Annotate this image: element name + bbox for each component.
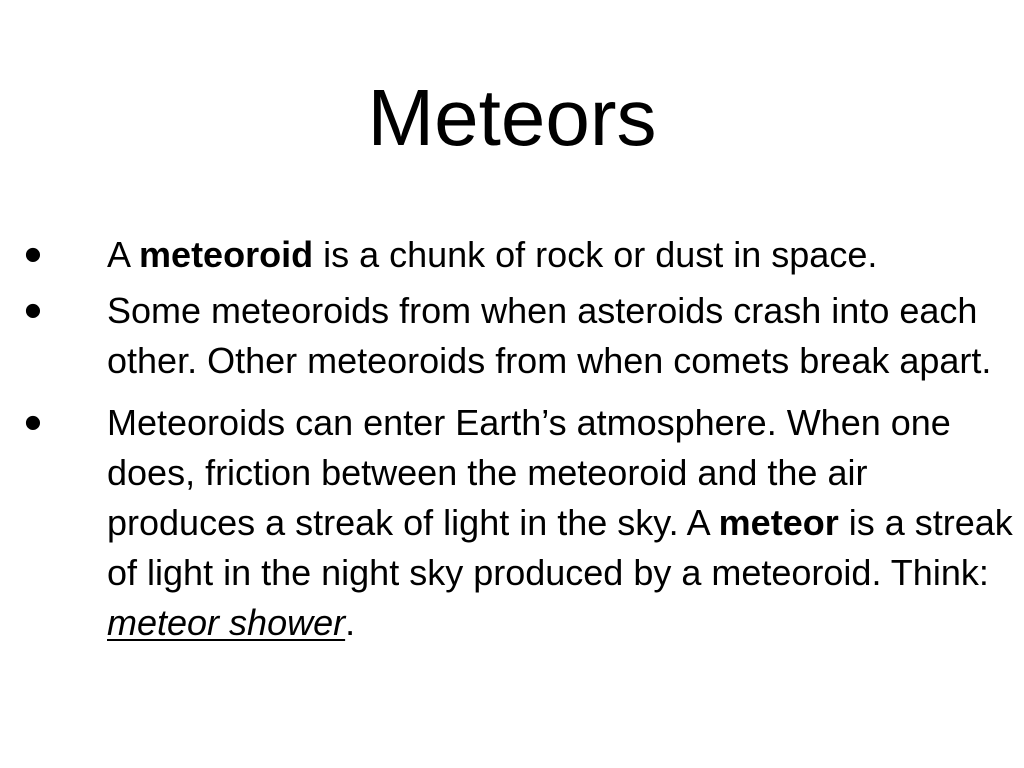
bullet-text xyxy=(107,234,877,275)
bullet-dot-icon: • xyxy=(23,226,43,284)
slide-title: Meteors xyxy=(367,73,657,162)
bullet-dot-icon: • xyxy=(23,282,43,340)
bullet-list xyxy=(0,226,1024,656)
text-run: Meteoroids can enter Earth’s atmosphere. When one does, friction between the meteoroid and the air produces a streak of light in the sky. A xyxy=(107,402,951,543)
bullet-item-meteoroid-definition xyxy=(0,226,1024,284)
bullet-item-meteoroid-origins xyxy=(0,282,1024,386)
term-meteoroid: meteoroid xyxy=(139,234,314,275)
bullet-item-meteor-definition xyxy=(0,394,1024,648)
bullet-text xyxy=(107,402,1013,643)
bullet-text: Some meteoroids from when asteroids crash into each other. Other meteoroids from when comets break apart. xyxy=(107,290,992,381)
term-meteor: meteor xyxy=(718,502,839,543)
text-run: A xyxy=(107,234,140,275)
bullet-dot-icon: • xyxy=(23,394,43,452)
text-run: . xyxy=(345,602,356,643)
term-meteor-shower: meteor shower xyxy=(107,602,346,643)
text-run: is a chunk of rock or dust in space. xyxy=(313,234,878,275)
text-run: is a streak of light in the night sky produced by a meteoroid. Think: xyxy=(107,502,1013,593)
